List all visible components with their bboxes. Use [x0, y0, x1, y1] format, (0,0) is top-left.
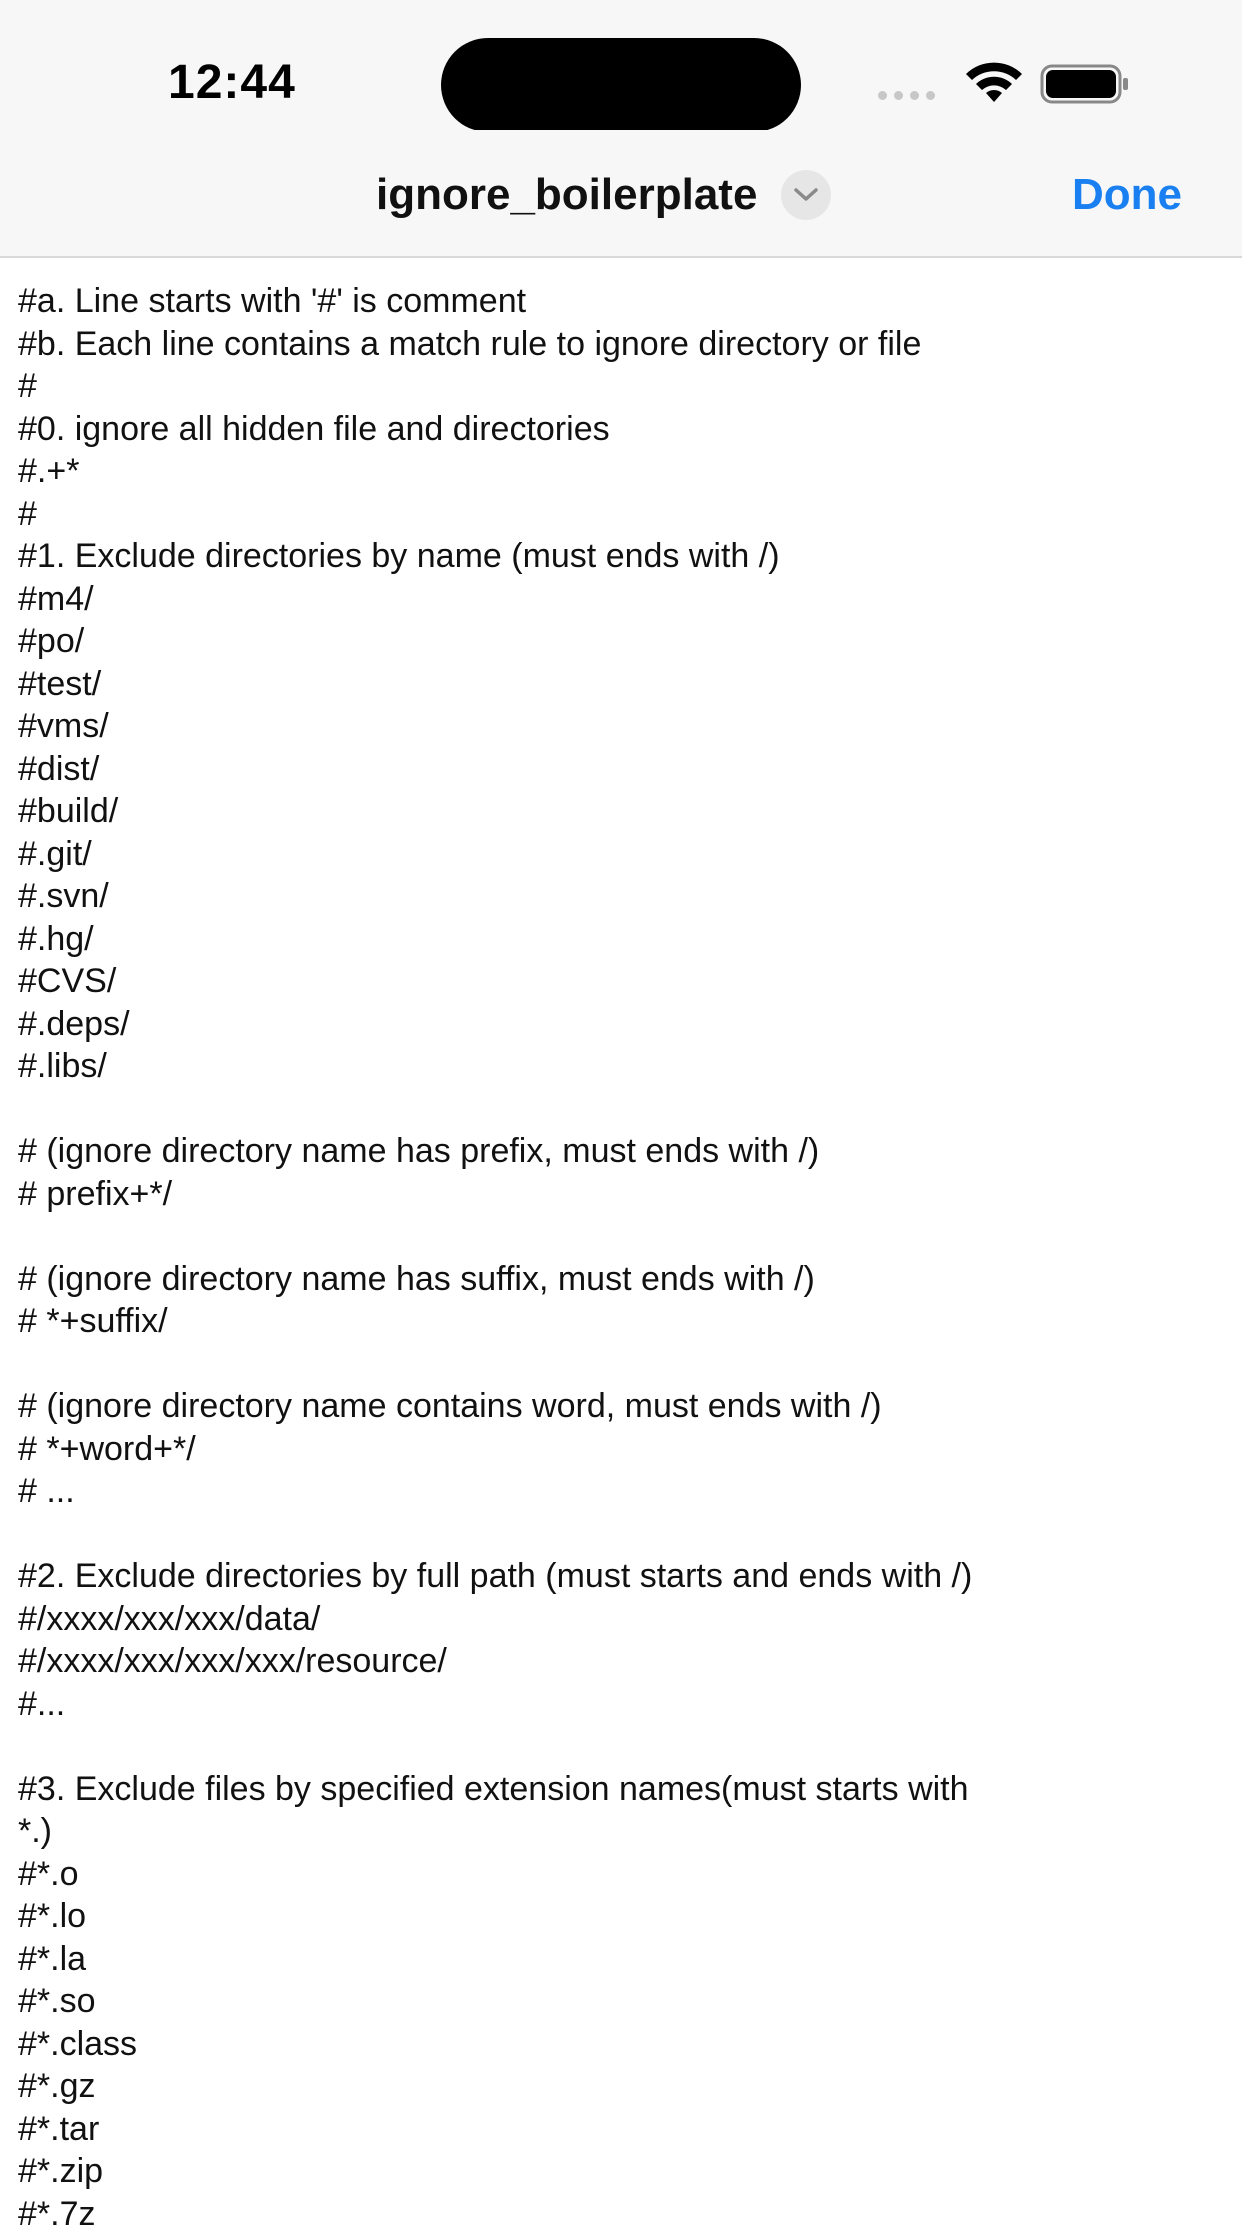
editor-line[interactable]: [18, 1725, 1224, 1768]
cellular-signal-icon: [878, 91, 935, 100]
editor-line[interactable]: *.): [18, 1810, 1224, 1853]
editor-line[interactable]: #2. Exclude directories by full path (must starts and ends with /): [18, 1555, 1224, 1598]
editor-line[interactable]: # (ignore directory name has suffix, must ends with /): [18, 1258, 1224, 1301]
done-button[interactable]: Done: [1072, 170, 1182, 220]
editor-line[interactable]: #*.class: [18, 2023, 1224, 2066]
editor-line[interactable]: #3. Exclude files by specified extension names(must starts with: [18, 1768, 1224, 1811]
editor-line[interactable]: #m4/: [18, 578, 1224, 621]
editor-line[interactable]: #vms/: [18, 705, 1224, 748]
chevron-down-icon: [793, 187, 819, 203]
page-title: ignore_boilerplate: [376, 170, 757, 220]
title-dropdown-button[interactable]: [781, 170, 831, 220]
editor-line[interactable]: [18, 1088, 1224, 1131]
editor-line[interactable]: # (ignore directory name has prefix, must ends with /): [18, 1130, 1224, 1173]
editor-line[interactable]: #*.tar: [18, 2108, 1224, 2151]
editor-line[interactable]: [18, 1513, 1224, 1556]
wifi-icon: [962, 62, 1026, 106]
editor-line[interactable]: # *+word+*/: [18, 1428, 1224, 1471]
navigation-bar: [0, 130, 1242, 258]
editor-line[interactable]: #*.gz: [18, 2065, 1224, 2108]
editor-line[interactable]: #.hg/: [18, 918, 1224, 961]
editor-line[interactable]: #/xxxx/xxx/xxx/data/: [18, 1598, 1224, 1641]
editor-line[interactable]: [18, 1215, 1224, 1258]
editor-line[interactable]: #: [18, 493, 1224, 536]
title-menu[interactable]: [376, 170, 831, 220]
editor-lines[interactable]: [0, 258, 1242, 2235]
dynamic-island: [441, 38, 801, 132]
editor-line[interactable]: # *+suffix/: [18, 1300, 1224, 1343]
editor-line[interactable]: #*.lo: [18, 1895, 1224, 1938]
status-time: 12:44: [168, 55, 296, 110]
editor-line[interactable]: #a. Line starts with '#' is comment: [18, 280, 1224, 323]
editor-line[interactable]: #.deps/: [18, 1003, 1224, 1046]
editor-line[interactable]: #*.zip: [18, 2150, 1224, 2193]
editor-line[interactable]: #.libs/: [18, 1045, 1224, 1088]
editor-line[interactable]: #/xxxx/xxx/xxx/xxx/resource/: [18, 1640, 1224, 1683]
status-bar: [0, 0, 1242, 130]
editor-line[interactable]: #: [18, 365, 1224, 408]
editor-line[interactable]: #b. Each line contains a match rule to ignore directory or file: [18, 323, 1224, 366]
editor-line[interactable]: #...: [18, 1683, 1224, 1726]
editor-line[interactable]: #.git/: [18, 833, 1224, 876]
editor-line[interactable]: #CVS/: [18, 960, 1224, 1003]
editor-line[interactable]: #.+*: [18, 450, 1224, 493]
editor-line[interactable]: #test/: [18, 663, 1224, 706]
editor-line[interactable]: #*.o: [18, 1853, 1224, 1896]
editor-line[interactable]: # (ignore directory name contains word, must ends with /): [18, 1385, 1224, 1428]
editor-line[interactable]: #dist/: [18, 748, 1224, 791]
editor-line[interactable]: # ...: [18, 1470, 1224, 1513]
editor-line[interactable]: #*.la: [18, 1938, 1224, 1981]
editor-line[interactable]: #1. Exclude directories by name (must ends with /): [18, 535, 1224, 578]
editor-line[interactable]: # prefix+*/: [18, 1173, 1224, 1216]
editor-line[interactable]: #.svn/: [18, 875, 1224, 918]
editor-line[interactable]: [18, 1343, 1224, 1386]
battery-icon: [1040, 64, 1130, 104]
editor-line[interactable]: #*.so: [18, 1980, 1224, 2023]
text-editor[interactable]: [0, 258, 1242, 2208]
editor-line[interactable]: #build/: [18, 790, 1224, 833]
editor-line[interactable]: #*.7z: [18, 2193, 1224, 2235]
editor-line[interactable]: #po/: [18, 620, 1224, 663]
editor-line[interactable]: #0. ignore all hidden file and directories: [18, 408, 1224, 451]
